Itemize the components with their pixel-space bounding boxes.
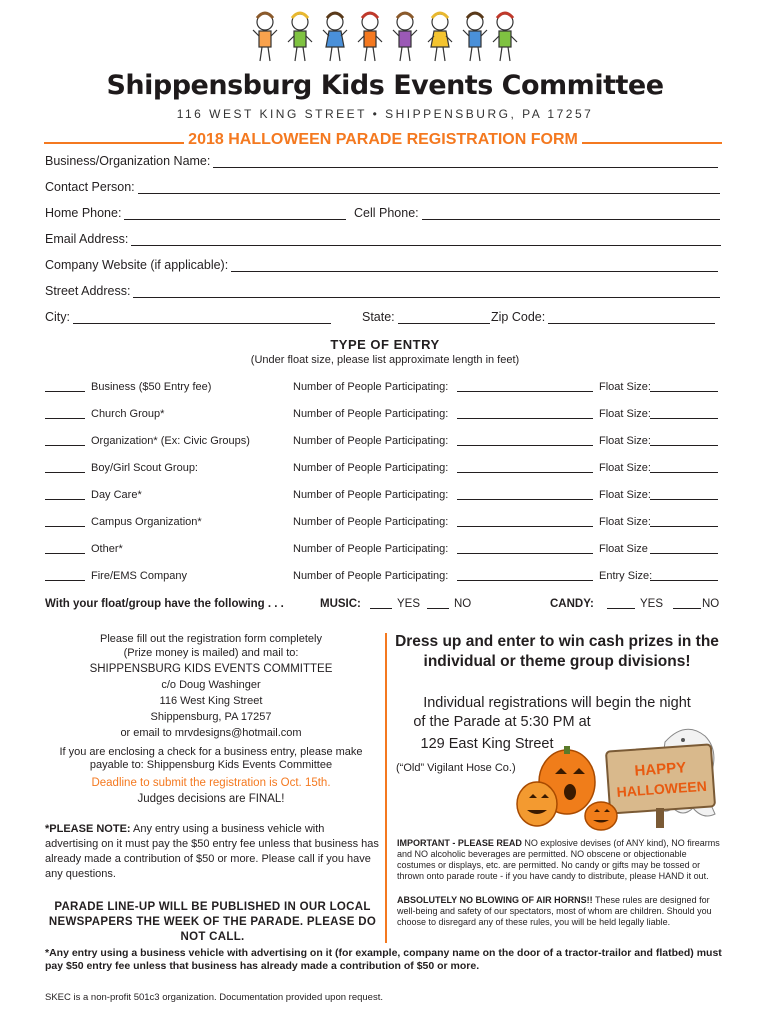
people-participating-label: Number of People Participating: (293, 570, 449, 582)
float-size-line[interactable] (650, 391, 718, 392)
type-of-entry-heading: TYPE OF ENTRY (330, 337, 440, 352)
city-field[interactable]: City: (45, 310, 331, 324)
deadline-text: Deadline to submit the registration is Oct. 15th. (91, 777, 331, 789)
sign-text-happy: HAPPY (633, 759, 687, 780)
mail-intro-1: Please fill out the registration form completely (100, 633, 322, 645)
entry-check-blank[interactable] (45, 472, 85, 473)
kids-illustration (243, 8, 523, 70)
city-line[interactable] (73, 312, 331, 324)
halloween-illustration (515, 722, 725, 834)
entry-type-label: Business ($50 Entry fee) (91, 381, 212, 393)
mail-city: Shippensburg, PA 17257 (150, 711, 272, 723)
sign-text-halloween: HALLOWEEN (616, 777, 708, 801)
float-size-line[interactable] (650, 553, 718, 554)
entry-type-label: Church Group* (91, 408, 165, 420)
website-line[interactable] (231, 260, 718, 272)
email-line[interactable] (131, 234, 721, 246)
music-no-label: NO (454, 598, 472, 610)
org-name: Shippensburg Kids Events Committee (106, 70, 664, 101)
entry-check-blank[interactable] (45, 580, 85, 581)
entry-type-label: Day Care* (91, 489, 142, 501)
people-participating-line[interactable] (457, 445, 593, 446)
zip-line[interactable] (548, 312, 715, 324)
music-yes-blank[interactable] (370, 608, 392, 609)
zip-field[interactable]: Zip Code: (491, 310, 715, 324)
entry-check-blank[interactable] (45, 553, 85, 554)
entry-row (45, 489, 722, 505)
candy-yes-blank[interactable] (607, 608, 635, 609)
vigilant-note: (“Old” Vigilant Hose Co.) (396, 762, 516, 774)
music-question: With your float/group have the following . . . (45, 598, 284, 610)
please-note-text: Any entry using a business vehicle with advertising on it must pay the $50 entry fee unless that business has already made a contribution of $50 or more. Please call if you have any questions. (45, 823, 379, 880)
street-address-field[interactable]: Street Address: (45, 284, 720, 298)
music-candy-row (45, 598, 725, 610)
people-participating-line[interactable] (457, 418, 593, 419)
entry-type-label: Other* (91, 543, 123, 555)
website-field[interactable]: Company Website (if applicable): (45, 258, 718, 272)
contact-person-field[interactable]: Contact Person: (45, 180, 720, 194)
mail-street: 116 West King Street (159, 695, 263, 707)
people-participating-line[interactable] (457, 499, 593, 500)
air-horn-text: These rules are designed for well-being and safety of our spectators, most of whom are children. Should you choose to disregard any of these rules, you will be held legally liable. (397, 895, 712, 927)
air-horn-notice (397, 895, 722, 928)
cell-phone-field[interactable]: Cell Phone: (354, 206, 720, 220)
prizes-line-2: of the Parade at 5:30 PM at (413, 714, 591, 730)
candy-no-label: NO (702, 598, 720, 610)
please-note (45, 822, 380, 882)
judges-text: Judges decisions are FINAL! (137, 793, 285, 805)
people-participating-label: Number of People Participating: (293, 543, 449, 555)
people-participating-line[interactable] (457, 391, 593, 392)
entry-type-label: Boy/Girl Scout Group: (91, 462, 198, 474)
business-name-line[interactable] (213, 156, 718, 168)
entry-type-label: Campus Organization* (91, 516, 202, 528)
people-participating-line[interactable] (457, 580, 593, 581)
float-size-line[interactable] (650, 526, 718, 527)
entry-row (45, 462, 722, 478)
float-size-label: Float Size (599, 543, 648, 555)
people-participating-label: Number of People Participating: (293, 489, 449, 501)
form-title: 2018 HALLOWEEN PARADE REGISTRATION FORM (184, 131, 582, 148)
people-participating-line[interactable] (457, 472, 593, 473)
float-size-line[interactable] (650, 445, 718, 446)
people-participating-line[interactable] (457, 526, 593, 527)
state-line[interactable] (398, 312, 490, 324)
entry-row (45, 408, 722, 424)
people-participating-label: Number of People Participating: (293, 435, 449, 447)
entry-check-blank[interactable] (45, 418, 85, 419)
float-size-label: Float Size: (599, 408, 651, 420)
music-yes-label: YES (397, 598, 421, 610)
please-note-label: *PLEASE NOTE: (45, 823, 131, 835)
entry-type-label: Organization* (Ex: Civic Groups) (91, 435, 250, 447)
entry-row (45, 516, 722, 532)
candy-yes-label: YES (640, 598, 664, 610)
people-participating-label: Number of People Participating: (293, 516, 449, 528)
check-line-2: payable to: Shippensburg Kids Events Committee (89, 759, 333, 771)
entry-check-blank[interactable] (45, 391, 85, 392)
music-label: MUSIC: (320, 598, 361, 610)
cell-phone-line[interactable] (422, 208, 720, 220)
entry-check-blank[interactable] (45, 445, 85, 446)
float-size-label: Float Size: (599, 489, 651, 501)
people-participating-label: Number of People Participating: (293, 408, 449, 420)
lineup-notice: PARADE LINE-UP WILL BE PUBLISHED IN OUR LOCAL NEWSPAPERS THE WEEK OF THE PARADE. PLEASE DO NOT CALL. (48, 901, 377, 943)
entry-row (45, 570, 722, 586)
float-size-line[interactable] (650, 472, 718, 473)
column-divider (385, 633, 387, 943)
float-size-line[interactable] (650, 418, 718, 419)
home-phone-line[interactable] (124, 208, 346, 220)
mail-committee: SHIPPENSBURG KIDS EVENTS COMMITTEE (89, 663, 333, 675)
important-label: IMPORTANT - PLEASE READ (397, 838, 522, 848)
mail-intro-2: (Prize money is mailed) and mail to: (123, 647, 299, 659)
home-phone-field[interactable]: Home Phone: (45, 206, 346, 220)
music-no-blank[interactable] (427, 608, 449, 609)
nonprofit-note: SKEC is a non-profit 501c3 organization. Documentation provided upon request. (45, 992, 383, 1003)
prizes-line-1: Individual registrations will begin the night (423, 695, 691, 711)
prizes-headline: Dress up and enter to win cash prizes in the individual or theme group divisions! (395, 633, 719, 670)
float-size-line[interactable] (650, 580, 718, 581)
org-address: 116 WEST KING STREET • SHIPPENSBURG, PA 17257 (176, 107, 594, 121)
important-notice (397, 838, 722, 882)
float-size-line[interactable] (650, 499, 718, 500)
type-of-entry-subheading: (Under float size, please list approximate length in feet) (250, 354, 520, 366)
entry-check-blank[interactable] (45, 499, 85, 500)
business-name-field[interactable]: Business/Organization Name: (45, 154, 718, 168)
check-line-1: If you are enclosing a check for a business entry, please make (59, 746, 363, 758)
float-size-label: Float Size: (599, 435, 651, 447)
float-size-label: Entry Size: (599, 570, 653, 582)
prizes-line-3: 129 East King Street (420, 736, 554, 752)
people-participating-line[interactable] (457, 553, 593, 554)
contact-person-line[interactable] (138, 182, 720, 194)
entry-row (45, 435, 722, 451)
state-field[interactable]: State: (362, 310, 490, 324)
form-title-row (44, 131, 722, 153)
float-size-label: Float Size: (599, 462, 651, 474)
float-size-label: Float Size: (599, 381, 651, 393)
important-text: NO explosive devises (of ANY kind), NO firearms and NO alcoholic beverages are permitted. NO obscene or objectionable costumes or displays, etc. are permitted. No candy or gifts may be tossed or thrown onto parade route - if you have candy to distribute, please HAND it out. (397, 838, 720, 881)
entry-row (45, 543, 722, 559)
entry-check-blank[interactable] (45, 526, 85, 527)
people-participating-label: Number of People Participating: (293, 381, 449, 393)
email-field[interactable]: Email Address: (45, 232, 721, 246)
mail-email: or email to mrvdesigns@hotmail.com (120, 727, 302, 739)
float-size-label: Float Size: (599, 516, 651, 528)
entry-row (45, 381, 722, 397)
street-address-line[interactable] (133, 286, 720, 298)
mail-co: c/o Doug Washinger (161, 679, 261, 691)
candy-no-blank[interactable] (673, 608, 701, 609)
pumpkin-icon (585, 802, 617, 830)
candy-label: CANDY: (550, 598, 594, 610)
people-participating-label: Number of People Participating: (293, 462, 449, 474)
pumpkin-icon (517, 782, 557, 826)
business-vehicle-footnote: *Any entry using a business vehicle with advertising on it (for example, company name on the door of a tractor-trailor and flatbed) must pay $50 entry fee unless that business has already made a contribution of $50 or more. (45, 947, 722, 972)
entry-type-label: Fire/EMS Company (91, 570, 187, 582)
air-horn-label: ABSOLUTELY NO BLOWING OF AIR HORNS!! (397, 895, 593, 905)
